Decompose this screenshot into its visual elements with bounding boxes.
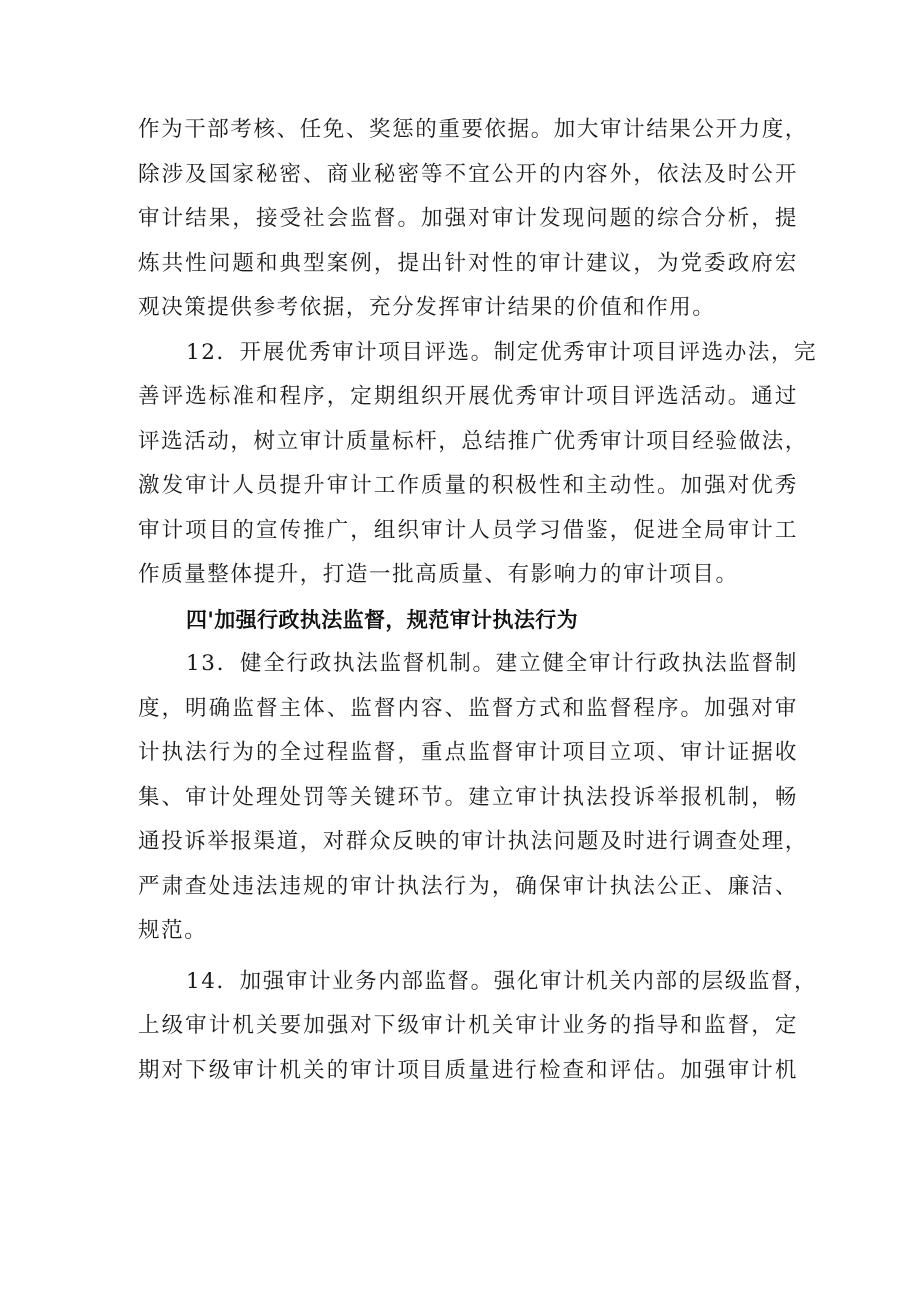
text-line: 计执法行为的全过程监督，重点监督审计项目立项、审计证据收: [138, 740, 798, 765]
text-line: 上级审计机关要加强对下级审计机关审计业务的指导和监督，定: [138, 1013, 798, 1038]
text-line: 集、审计处理处罚等关键环节。建立审计执法投诉举报机制，畅: [138, 784, 798, 810]
text-line: 除涉及国家秘密、商业秘密等不宜公开的内容外，依法及时公开: [138, 161, 798, 187]
text-line: 作质量整体提升，打造一批高质量、有影响力的审计项目。: [138, 562, 739, 587]
text-line: 炼共性问题和典型案例，提出针对性的审计建议，为党委政府宏: [138, 250, 798, 276]
text-line: 期对下级审计机关的审计项目质量进行检查和评估。加强审计机: [138, 1057, 798, 1083]
text-line: 善评选标准和程序，定期组织开展优秀审计项目评选活动。通过: [138, 384, 798, 409]
text-line: 度，明确监督主体、监督内容、监督方式和监督程序。加强对审: [138, 695, 798, 721]
paragraph-item-12: [138, 331, 818, 598]
text-line: 通投诉举报渠道，对群众反映的审计执法问题及时进行调查处理，: [138, 829, 808, 854]
document-body: [138, 108, 818, 1093]
text-line: 14．加强审计业务内部监督。强化审计机关内部的层级监督，: [186, 968, 818, 994]
text-line: 观决策提供参考依据，充分发挥审计结果的价值和作用。: [138, 295, 716, 320]
text-line: 激发审计人员提升审计工作质量的积极性和主动性。加强对优秀: [138, 473, 798, 498]
text-line: 审计结果，接受社会监督。加强对审计发现问题的综合分析，提: [138, 206, 798, 231]
paragraph-item-13: [138, 642, 808, 954]
text-line: 严肃查处违法违规的审计执法行为，确保审计执法公正、廉洁、: [138, 873, 798, 899]
text-line: 审计项目的宣传推广，组织审计人员学习借鉴，促进全局审计工: [138, 517, 798, 543]
paragraph-item-14: [138, 960, 818, 1094]
section-heading-4: 四'加强行政执法监督，规范审计执法行为: [186, 607, 579, 632]
text-line: 规范。: [138, 918, 208, 943]
text-line: 13．健全行政执法监督机制。建立健全审计行政执法监督制: [186, 651, 798, 676]
text-line: 评选活动，树立审计质量标杆，总结推广优秀审计项目经验做法，: [138, 428, 808, 454]
text-line: 作为干部考核、任免、奖惩的重要依据。加大审计结果公开力度，: [138, 117, 808, 142]
text-line: 12．开展优秀审计项目评选。制定优秀审计项目评选办法，完: [186, 339, 818, 365]
paragraph-audit-results: [138, 108, 808, 331]
